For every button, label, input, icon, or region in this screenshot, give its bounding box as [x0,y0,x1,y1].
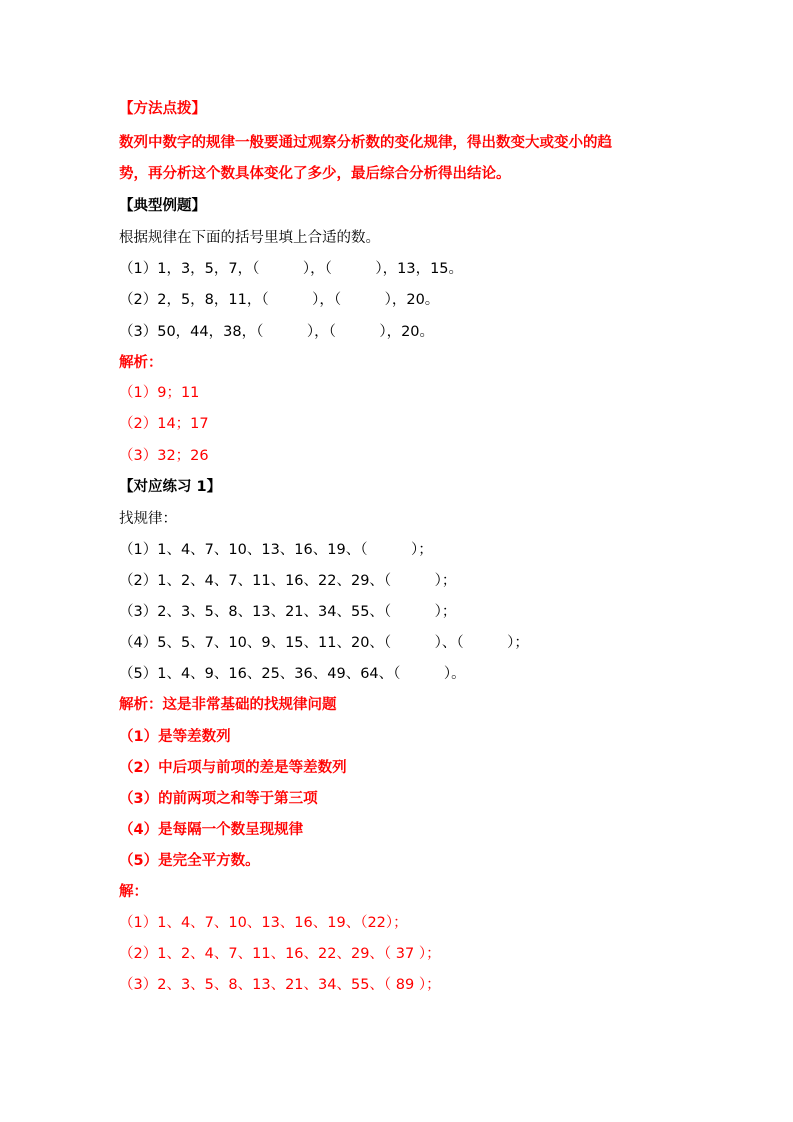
practice-analysis-item: （2）中后项与前项的差是等差数列 [119,760,347,776]
practice-problem: （3）2、3、5、8、13、21、34、55、（ ）； [119,604,457,620]
practice-analysis-title: 解析：这是非常基础的找规律问题 [119,697,337,713]
practice-solution-label: 解： [119,884,148,900]
practice-analysis-item: （1）是等差数列 [119,729,231,745]
example-problem: （1）1，3，5，7，（ ），（ ），13，15。 [119,261,464,277]
method-tips-paragraph-line-2: 势，再分析这个数具体变化了多少，最后综合分析得出结论。 [119,166,511,182]
method-tips-paragraph-line-1: 数列中数字的规律一般要通过观察分析数的变化规律，得出数变大或变小的趋 [119,135,612,151]
practice-solution: （1）1、4、7、10、13、16、19、（22）； [119,915,408,931]
practice-heading: 【对应练习 1】 [119,479,222,495]
practice-problem: （2）1、2、4、7、11、16、22、29、（ ）； [119,573,457,589]
example-problem: （2）2，5，8，11，（ ），（ ），20。 [119,292,440,308]
practice-solution: （2）1、2、4、7、11、16、22、29、（ 37 ）； [119,946,441,962]
example-answer: （3）32；26 [119,448,209,464]
example-answer: （2）14；17 [119,416,209,432]
example-problem: （3）50，44，38，（ ），（ ），20。 [119,324,435,340]
practice-analysis-item: （3）的前两项之和等于第三项 [119,791,318,807]
example-analysis-label: 解析： [119,355,163,371]
method-tips-heading: 【方法点拨】 [119,101,206,117]
example-instruction: 根据规律在下面的括号里填上合适的数。 [119,230,380,246]
practice-analysis-item: （4）是每隔一个数呈现规律 [119,822,304,838]
example-heading: 【典型例题】 [119,198,206,214]
practice-analysis-item: （5）是完全平方数。 [119,853,260,869]
practice-problem: （5）1、4、9、16、25、36、49、64、（ ）。 [119,666,466,682]
practice-solution: （3）2、3、5、8、13、21、34、55、（ 89 ）； [119,977,441,993]
practice-problem: （1）1、4、7、10、13、16、19、（ ）； [119,542,433,558]
practice-instruction: 找规律： [119,511,177,527]
practice-problem: （4）5、5、7、10、9、15、11、20、（ ）、（ ）； [119,635,529,651]
example-answer: （1）9；11 [119,385,200,401]
